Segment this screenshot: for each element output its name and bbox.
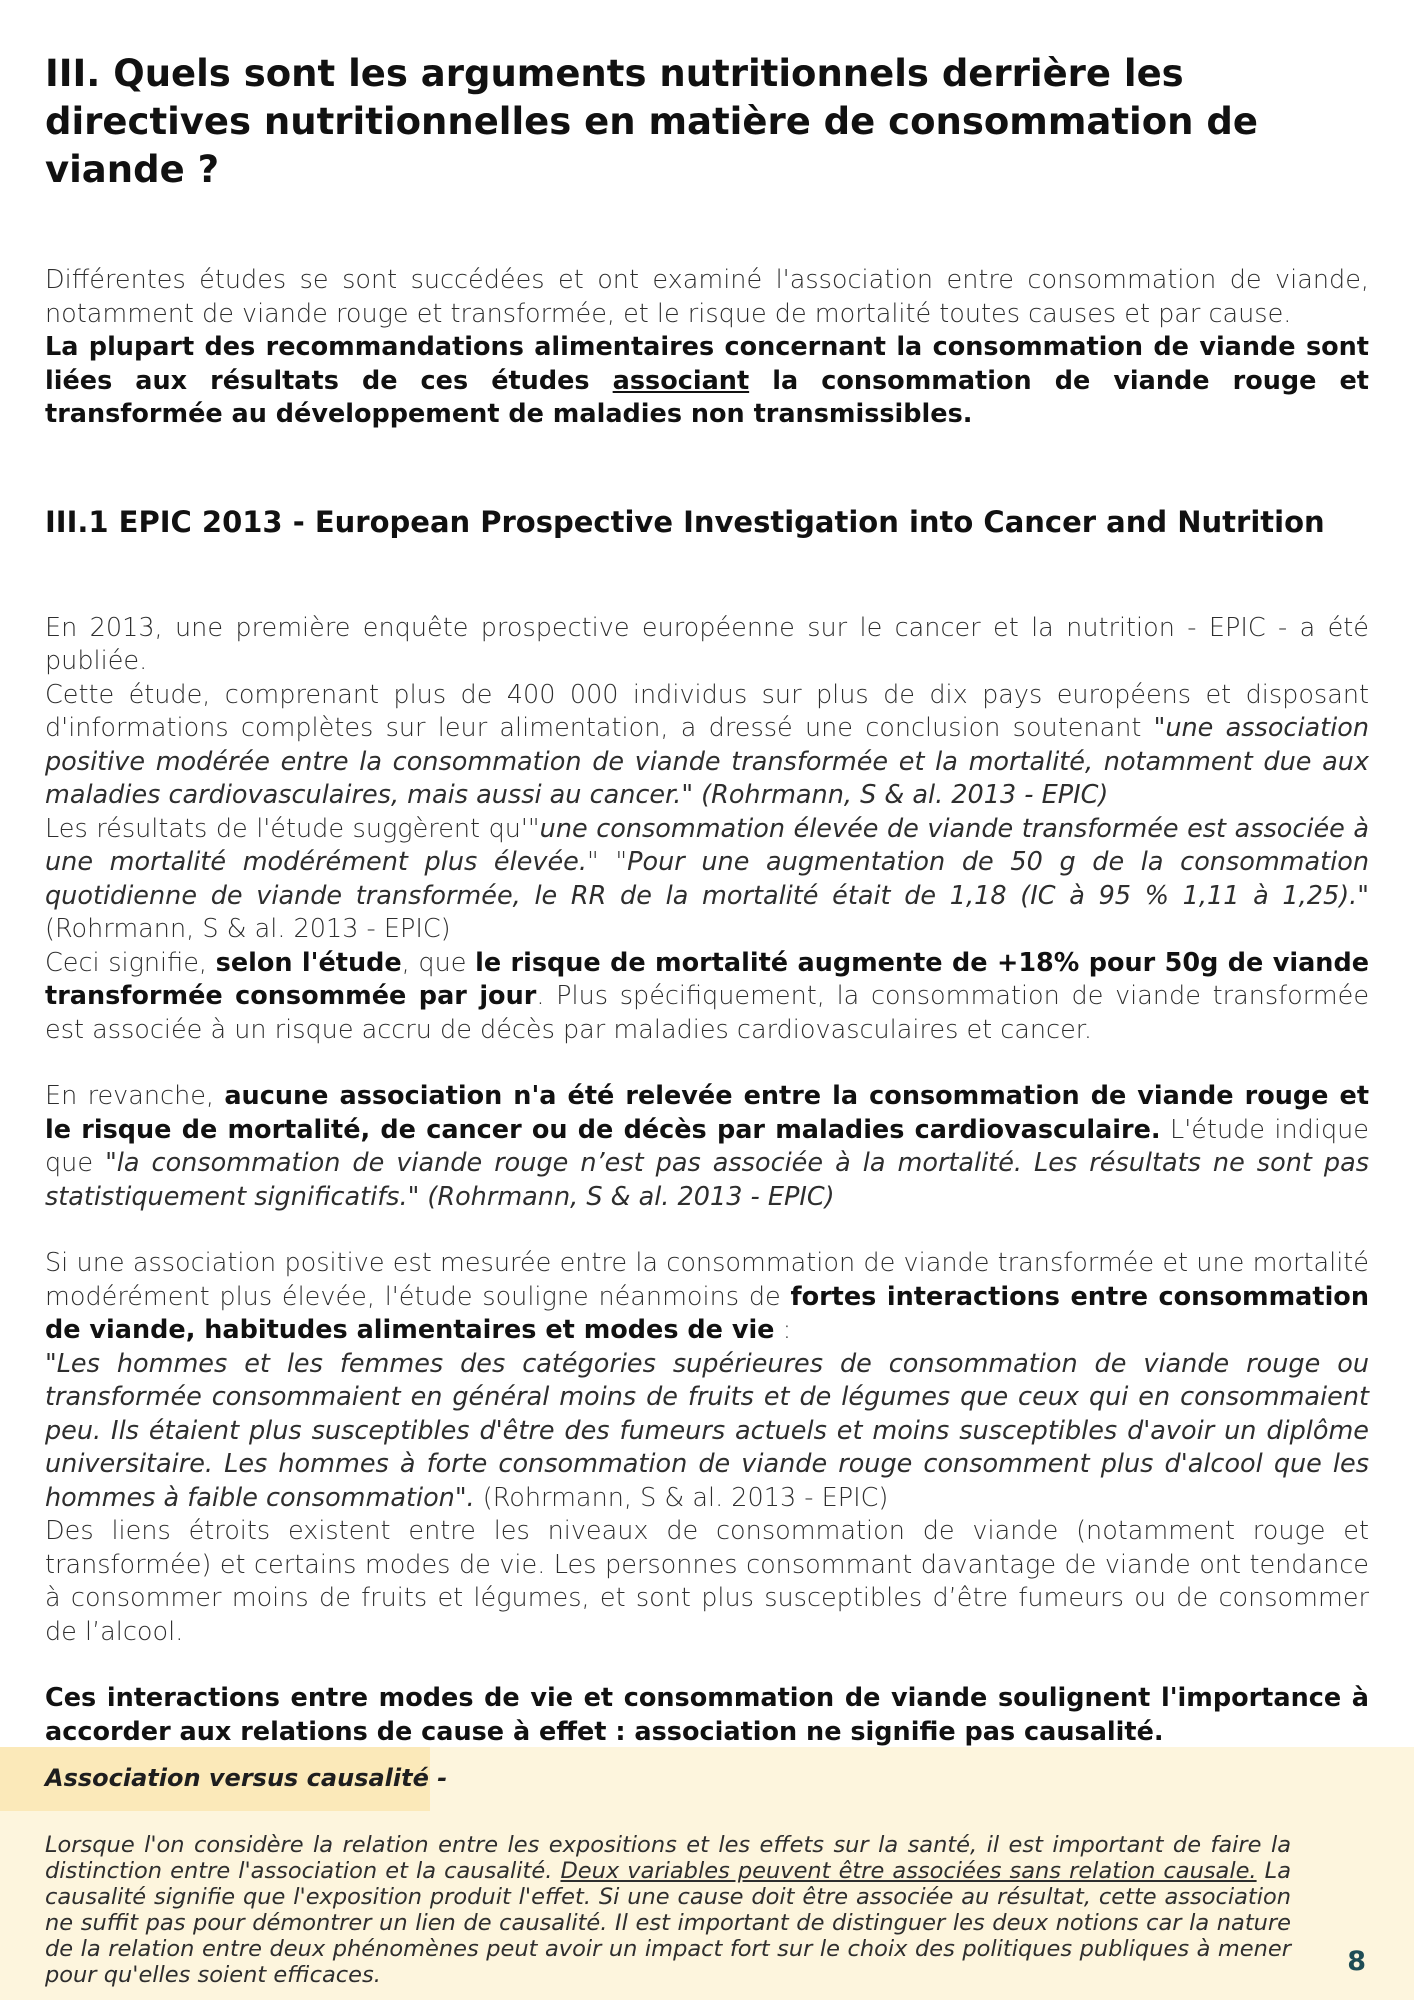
epic-p3-quote-1: une consommation élevée de viande transformée est associée à une mortalité modérément plus élevée. — [45, 813, 1369, 877]
intro-text: Différentes études se sont succédées et ont examiné l'association entre consommation de viande, notamment de viande rouge et transformée, et le risque de mortalité toutes causes et par cause. — [45, 265, 1369, 329]
epic-p2-text: Cette étude, comprenant plus de 400 000 individus sur plus de dix pays européens et disposant d'informations complètes sur leur alimentation, a dressé une conclusion soutenant — [45, 679, 1369, 743]
info-box-text-b: La causalité signifie que l'exposition produit l'effet. Si une cause doit être associée au résultat, cette association ne suffit pas pour démontrer un lien de causalité. Il est important de distinguer les deux notions car la nature de la relation entre deux phénomènes peut avoir un impact fort sur le choix des politiques publiques à mener pour qu'elles soient efficaces. — [45, 1858, 1291, 1988]
conclusion-paragraph: Ces interactions entre modes de vie et consommation de viande soulignent l'importance à accorder aux relations de cause à effet : association ne signifie pas causalité. — [45, 1683, 1369, 1747]
info-box-text-a: Lorsque l'on considère la relation entre les expositions et les effets sur la santé, il est important de faire la distinction entre l'association et la causalité. — [45, 1832, 1291, 1884]
revanche-c: L'étude indique que — [45, 1114, 1369, 1178]
epic-p3-ref: (Rohrmann, S & al. 2013 - EPIC) — [45, 914, 451, 944]
epic-paragraph — [45, 612, 1369, 1048]
intro-bold-b: la consommation de viande rouge et transformée au développement de maladies non transmissibles. — [45, 365, 1369, 429]
revanche-a: En revanche, — [45, 1081, 225, 1111]
epic-p4-bold-2: le risque de mortalité augmente de +18% pour 50g de viande transformée consommée par jour — [45, 947, 1370, 1011]
epic-p4-a: Ceci signifie, — [45, 947, 216, 978]
interactions-bold: fortes interactions entre consommation de viande, habitudes alimentaires et modes de vie — [45, 1281, 1369, 1345]
intro-paragraph — [45, 264, 1369, 432]
epic-p3-sep: " " — [586, 847, 628, 877]
page-number: 8 — [1347, 1946, 1366, 1977]
epic-p4-bold-1: selon l'étude — [215, 947, 402, 978]
epic-p2-quote: "une association positive modérée entre la consommation de viande transformée et la mortalité, notamment due aux maladies cardiovasculaires, mais aussi au cancer." (Rohrmann, S & al. 2013 - EPIC) — [45, 713, 1370, 810]
info-box-title: Association versus causalité - — [45, 1764, 448, 1792]
subsection-heading: III.1 EPIC 2013 - European Prospective Investigation into Cancer and Nutrition — [45, 504, 1325, 539]
epic-intro: En 2013, une première enquête prospective européenne sur le cancer et la nutrition - EPIC - a été publiée. — [45, 612, 1369, 676]
section-heading: III. Quels sont les arguments nutritionnels derrière les directives nutritionnelles en matière de consommation de viande ? — [45, 52, 1258, 191]
info-box — [0, 1747, 1414, 2000]
intro-underlined-word: associant — [612, 365, 750, 396]
revanche-quote: "la consommation de viande rouge n’est pas associée à la mortalité. Les résultats ne sont pas statistiquement significatifs." (Rohrmann, S & al. 2013 - EPIC) — [45, 1148, 1369, 1212]
revanche-bold: aucune association n'a été relevée entre la consommation de viande rouge et le risque de mortalité, de cancer ou de décès par maladies cardiovasculaire. — [45, 1081, 1370, 1145]
epic-p4-d: . Plus spécifiquement, la consommation de viande transformée est associée à un risque accru de décès par maladies cardiovasculaires et cancer. — [45, 981, 1370, 1045]
epic-p4-c: , que — [401, 947, 476, 978]
interactions-paragraph — [45, 1247, 1369, 1649]
info-box-underlined: Deux variables peuvent être associées sans relation causale. — [560, 1858, 1257, 1884]
epic-p3-text: Les résultats de l'étude suggèrent qu'" — [45, 813, 540, 844]
epic-p3-quote-2: Pour une augmentation de 50 g de la consommation quotidienne de viande transformée, le RR de la mortalité était de 1,18 (IC à 95 % 1,11 à 1,25)." — [45, 847, 1369, 911]
page-content — [45, 50, 1369, 1749]
info-box-text — [45, 1832, 1291, 1988]
interactions-quote: "Les hommes et les femmes des catégories supérieures de consommation de viande rouge ou transformée consommaient en général moins de fruits et de légumes que ceux qui en consommaient peu. Ils étaient plus susceptibles d'être des fumeurs actuels et moins susceptibles d'avoir un diplôme universitaire. Les hommes à forte consommation de viande rouge consomment plus d'alcool que les hommes à faible consommation". — [45, 1348, 1369, 1513]
intro-bold-a: La plupart des recommandations alimentaires concernant la consommation de viande sont liées aux résultats de ces études — [45, 332, 1369, 396]
interactions-ref: (Rohrmann, S & al. 2013 - EPIC) — [474, 1482, 889, 1513]
interactions-a: Si une association positive est mesurée entre la consommation de viande transformée et une mortalité modérément plus élevée, l'étude souligne néanmoins de — [45, 1248, 1369, 1312]
interactions-p2: Des liens étroits existent entre les niveaux de consommation de viande (notamment rouge et transformée) et certains modes de vie. Les personnes consommant davantage de viande ont tendance à consommer moins de fruits et légumes, et sont plus susceptibles d’être fumeurs ou de consommer de l’alcool. — [45, 1516, 1369, 1647]
revanche-paragraph — [45, 1080, 1369, 1214]
interactions-c: : — [774, 1315, 792, 1345]
